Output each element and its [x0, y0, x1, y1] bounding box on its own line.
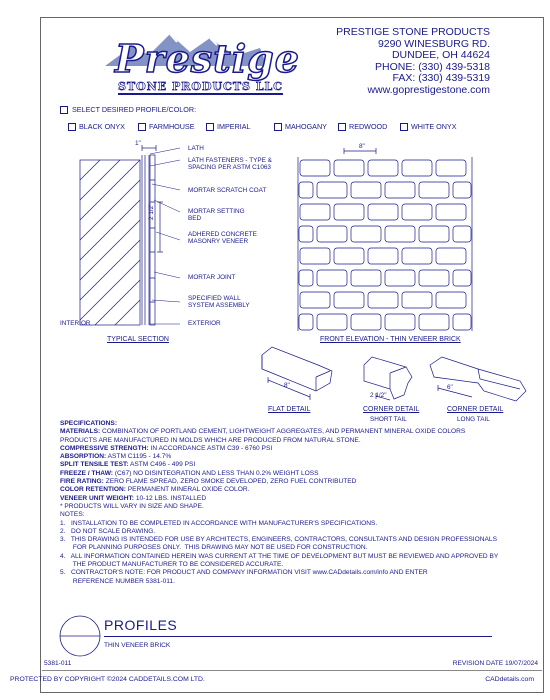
option-imperial[interactable]: IMPERIAL: [206, 122, 251, 131]
note-line: 1. INSTALLATION TO BE COMPLETED IN ACCORDANCE WITH MANUFACTURER'S SPECIFICATIONS.: [60, 519, 378, 527]
brick-unit: [436, 248, 466, 264]
section-label-scratch: MORTAR SCRATCH COAT: [188, 187, 267, 194]
checkbox[interactable]: [400, 123, 408, 131]
title-underline: [104, 636, 492, 637]
elevation-dim: 8": [359, 143, 365, 150]
corner-short-caption: CORNER DETAIL: [363, 406, 420, 413]
corner-short-dim: 2 1/2": [370, 392, 387, 399]
spec-absorption-key: ABSORPTION:: [60, 453, 107, 461]
company-website[interactable]: www.goprestigestone.com: [367, 83, 490, 96]
spec-weight-key: VENEER UNIT WEIGHT:: [60, 494, 134, 502]
brick-unit: [453, 226, 471, 242]
brick-unit: [436, 160, 466, 176]
brick-unit: [317, 182, 347, 198]
brick-unit: [453, 270, 471, 286]
brick-unit: [334, 160, 364, 176]
corner-long-dim: 6": [447, 384, 453, 391]
brick-unit: [299, 270, 313, 286]
spec-compressive-value: IN ACCORDANCE ASTM C39 - 6760 PSI: [150, 444, 273, 452]
brick-unit: [419, 226, 449, 242]
brick-unit: [453, 182, 471, 198]
spec-absorption-value: ASTM C1195 - 14.7%: [107, 453, 172, 461]
spec-materials-value2: PRODUCTS ARE MANUFACTURED IN MOLDS WHICH ARE PRODUCED FROM NATURAL STONE.: [60, 436, 361, 444]
brick-unit: [436, 292, 466, 308]
spec-freeze-value: (C67) NO DISINTEGRATION AND LESS THAN 0.2% WEIGHT LOSS: [114, 469, 319, 477]
logo-subtitle: STONE PRODUCTS LLC: [118, 80, 284, 93]
footer-revision: REVISION DATE 19/07/2024: [452, 660, 538, 667]
footer-copyright: PROTECTED BY COPYRIGHT ©2024 CADDETAILS.COM LTD.: [10, 676, 205, 683]
brick-unit: [402, 204, 432, 220]
front-elevation-caption: FRONT ELEVATION - THIN VENEER BRICK: [320, 336, 461, 343]
front-elevation-drawing: [296, 145, 476, 335]
details-drawings: [258, 343, 533, 405]
brick-unit: [299, 226, 313, 242]
spec-heading: SPECIFICATIONS:: [60, 420, 118, 427]
brick-unit: [453, 314, 471, 330]
brick-unit: [334, 248, 364, 264]
spec-freeze-key: FREEZE / THAW:: [60, 469, 113, 477]
brick-unit: [299, 182, 313, 198]
note-line: 3. THIS DRAWING IS INTENDED FOR USE BY ARCHITECTS, ENGINEERS, CONTRACTORS, CONSULTANTS AND DESIGN PROFESSIONALS: [60, 536, 497, 544]
notes-heading: NOTES:: [60, 511, 85, 519]
brick-unit: [351, 270, 381, 286]
brick-unit: [385, 270, 415, 286]
brick-unit: [334, 204, 364, 220]
spec-tensile-value: ASTM C496 - 499 PSI: [129, 461, 196, 469]
brick-unit: [300, 292, 330, 308]
checkbox[interactable]: [338, 123, 346, 131]
note-line: FOR PLANNING PURPOSES ONLY. THIS DRAWING MAY NOT BE USED FOR CONSTRUCTION.: [60, 544, 368, 552]
brick-unit: [368, 292, 398, 308]
spec-weight-value: 10-12 LBS. INSTALLED: [135, 494, 207, 502]
section-label-fasteners: LATH FASTENERS - TYPE & SPACING PER ASTM C1063: [188, 157, 272, 172]
option-white-onyx[interactable]: WHITE ONYX: [400, 122, 457, 131]
brick-unit: [351, 226, 381, 242]
checkbox[interactable]: [274, 123, 282, 131]
brick-unit: [334, 292, 364, 308]
option-black-onyx[interactable]: BLACK ONYX: [68, 122, 125, 131]
company-street: 9290 WINESBURG RD.: [377, 37, 490, 50]
brick-unit: [317, 314, 347, 330]
select-heading-row: [60, 105, 196, 114]
footer-brand[interactable]: CADdetails.com: [485, 676, 534, 683]
brick-unit: [317, 226, 347, 242]
select-heading: SELECT DESIRED PROFILE/COLOR:: [72, 105, 197, 114]
section-label-lath: LATH: [188, 145, 204, 152]
brick-unit: [385, 314, 415, 330]
spec-fire-value: ZERO FLAME SPREAD, ZERO SMOKE DEVELOPED, ZERO FUEL CONTRIBUTED: [105, 478, 357, 486]
section-label-veneer: ADHERED CONCRETE MASONRY VENEER: [188, 231, 257, 246]
brick-unit: [300, 204, 330, 220]
spec-materials-key: MATERIALS:: [60, 428, 101, 436]
company-phone: PHONE: (330) 439-5318: [375, 60, 490, 73]
note-line: 4. ALL INFORMATION CONTAINED HEREIN WAS CURRENT AT THE TIME OF DEVELOPMENT BUT MUST BE REVIEWED AND APPROVED BY: [60, 552, 499, 560]
checkbox[interactable]: [138, 123, 146, 131]
section-dim-top: 1": [135, 140, 141, 147]
corner-long-caption: CORNER DETAIL: [447, 406, 504, 413]
brick-unit: [402, 292, 432, 308]
brick-unit: [299, 314, 313, 330]
flat-detail-caption: FLAT DETAIL: [268, 406, 311, 413]
title-circle-icon: [58, 612, 106, 660]
note-line: 5. CONTRACTOR'S NOTE: FOR PRODUCT AND COMPANY INFORMATION VISIT www.CADdetails.com/info AND ENTER: [60, 569, 428, 577]
logo-word: Prestige: [115, 36, 300, 81]
spec-compressive-key: COMPRESSIVE STRENGTH:: [60, 444, 149, 452]
brick-unit: [368, 248, 398, 264]
brick-unit: [317, 270, 347, 286]
note-line: THE PRODUCT MANUFACTURER TO BE CONSIDERED ACCURATE.: [60, 561, 284, 569]
brick-course-group: [299, 160, 471, 330]
option-farmhouse[interactable]: FARMHOUSE: [138, 122, 195, 131]
section-label-setting-bed: MORTAR SETTING BED: [188, 208, 245, 223]
checkbox[interactable]: [68, 123, 76, 131]
note-line: REFERENCE NUMBER 5381-011.: [60, 577, 175, 585]
title-main: PROFILES: [104, 617, 178, 633]
brick-unit: [419, 182, 449, 198]
corner-long-sub: LONG TAIL: [457, 416, 490, 423]
company-city: DUNDEE, OH 44624: [391, 49, 490, 61]
company-fax: FAX: (330) 439-5319: [392, 72, 490, 84]
spec-fire-key: FIRE RATING:: [60, 478, 104, 486]
brick-unit: [385, 226, 415, 242]
brick-unit: [368, 160, 398, 176]
company-info: [290, 27, 490, 96]
brick-unit: [402, 248, 432, 264]
title-sub: THIN VENEER BRICK: [104, 642, 171, 649]
option-redwood[interactable]: REDWOOD: [338, 122, 387, 131]
spec-materials-value: COMBINATION OF PORTLAND CEMENT, LIGHTWEIGHT AGGREGATES, AND PERMANENT MINERAL OXIDE COLORS: [102, 428, 466, 436]
spec-color-value: PERMANENT MINERAL OXIDE COLOR.: [127, 486, 250, 494]
spec-tensile-key: SPLIT TENSILE TEST:: [60, 461, 129, 469]
brick-unit: [368, 204, 398, 220]
checkbox[interactable]: [206, 123, 214, 131]
flat-detail-dim: 8": [284, 382, 290, 389]
brick-unit: [351, 314, 381, 330]
note-line: 2. DO NOT SCALE DRAWING.: [60, 527, 156, 535]
section-dim-side: 2 1/2": [148, 203, 155, 220]
brick-unit: [436, 204, 466, 220]
spec-vary-note: * PRODUCTS WILL VARY IN SIZE AND SHAPE.: [60, 502, 204, 510]
spec-color-key: COLOR RETENTION:: [60, 486, 126, 494]
typical-section-caption: TYPICAL SECTION: [107, 336, 169, 343]
footer-ref: 5381-011: [44, 660, 72, 667]
corner-short-sub: SHORT TAIL: [370, 416, 407, 423]
brick-unit: [402, 160, 432, 176]
section-label-joint: MORTAR JOINT: [188, 274, 236, 281]
brick-unit: [385, 182, 415, 198]
company-name: PRESTIGE STONE PRODUCTS: [336, 26, 490, 38]
option-mahogany[interactable]: MAHOGANY: [274, 122, 327, 131]
section-label-wall-system: SPECIFIED WALL SYSTEM ASSEMBLY: [188, 295, 250, 310]
brick-unit: [419, 314, 449, 330]
footer-rule: [42, 670, 542, 671]
section-label-interior: INTERIOR: [60, 320, 91, 327]
brick-unit: [419, 270, 449, 286]
specifications-block: [60, 420, 538, 586]
brick-unit: [300, 160, 330, 176]
section-label-exterior: EXTERIOR: [188, 320, 221, 327]
brick-unit: [300, 248, 330, 264]
brick-unit: [351, 182, 381, 198]
select-all-checkbox[interactable]: [60, 106, 68, 114]
